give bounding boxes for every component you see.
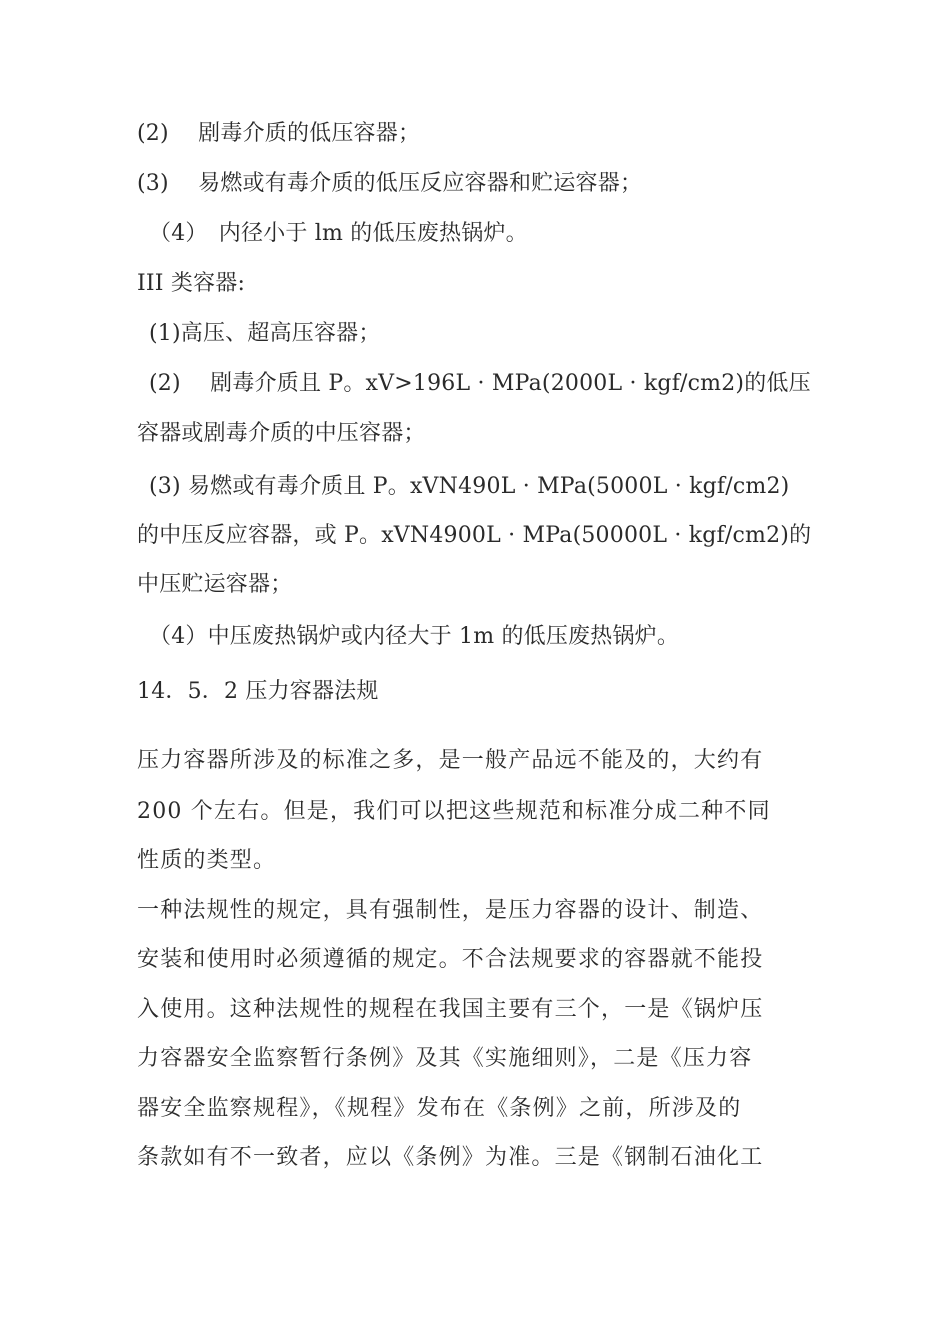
paragraph-1-line-1: 压力容器所涉及的标准之多，是一般产品远不能及的，大约有 xyxy=(137,748,764,773)
paragraph-2-line-2: 安装和使用时必须遵循的规定。不合法规要求的容器就不能投 xyxy=(137,947,764,972)
paragraph-1-line-3: 性质的类型。 xyxy=(137,848,277,873)
text-line-9: 的中压反应容器，或 P。xVN4900L · MPa(50000L · kgf/cm2)的 xyxy=(137,523,812,548)
paragraph-2-line-6: 条款如有不一致者，应以《条例》为准。三是《钢制石油化工 xyxy=(137,1145,764,1170)
section-heading-class-iii: III 类容器: xyxy=(137,271,246,296)
text-line-6: (2) 剧毒介质且 P。xV>196L · MPa(2000L · kgf/cm2)的低压 xyxy=(149,371,811,396)
paragraph-2-line-5: 器安全监察规程》，《规程》发布在《条例》之前，所涉及的 xyxy=(137,1096,742,1121)
text-line-10: 中压贮运容器； xyxy=(137,572,293,597)
paragraph-2-line-4: 力容器安全监察暂行条例》及其《实施细则》，二是《压力容 xyxy=(137,1046,753,1071)
text-line-7: 容器或剧毒介质的中压容器； xyxy=(137,421,426,446)
text-line-8: (3) 易燃或有毒介质且 P。xVN490L · MPa(5000L · kgf/cm2) xyxy=(149,474,790,499)
text-line-2: (3) 易燃或有毒介质的低压反应容器和贮运容器； xyxy=(137,171,643,196)
section-heading-14-5-2: 14．5．2 压力容器法规 xyxy=(137,679,379,704)
paragraph-2-line-3: 入使用。这种法规性的规程在我国主要有三个，一是《锅炉压 xyxy=(137,997,764,1022)
paragraph-1-line-2: 200 个左右。但是，我们可以把这些规范和标准分成二种不同 xyxy=(137,799,771,824)
text-line-3: （4） 内径小于 lm 的低压废热锅炉。 xyxy=(149,221,528,246)
text-line-11: （4）中压废热锅炉或内径大于 1m 的低压废热锅炉。 xyxy=(149,624,680,649)
paragraph-2-line-1: 一种法规性的规定，具有强制性，是压力容器的设计、制造、 xyxy=(137,898,764,923)
text-line-1: (2) 剧毒介质的低压容器； xyxy=(137,121,421,146)
text-line-5: (1)高压、超高压容器； xyxy=(149,321,381,346)
